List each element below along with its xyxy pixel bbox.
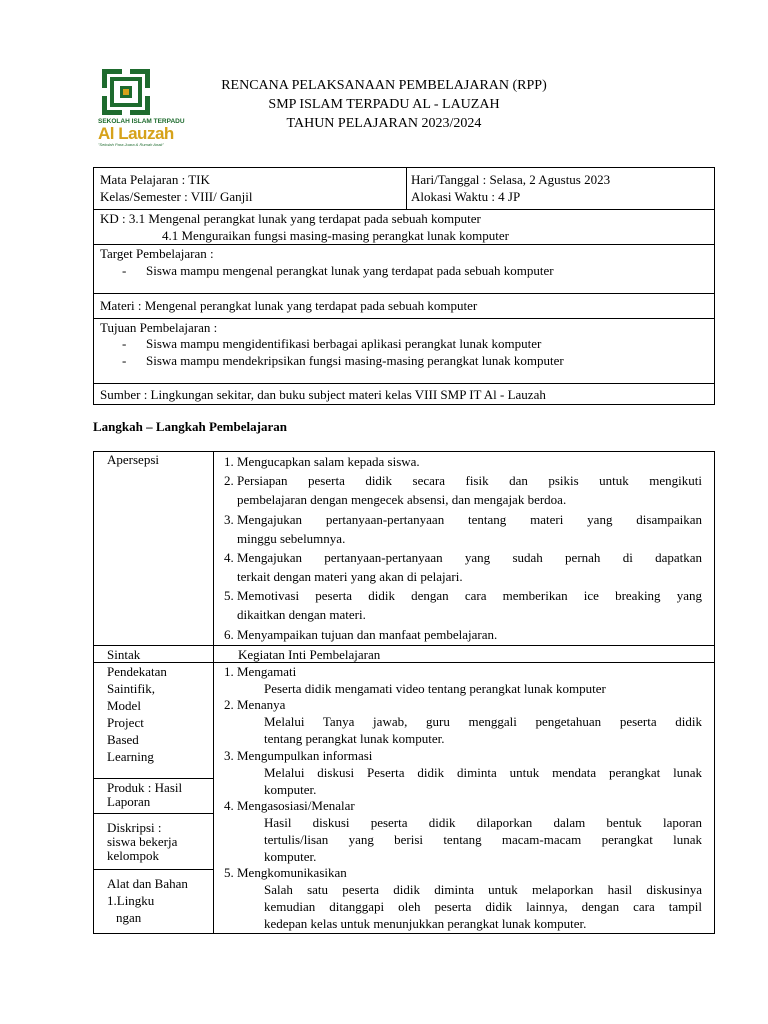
kd-line-2: 4.1 Menguraikan fungsi masing-masing perangkat lunak komputer [162,228,509,243]
kegiatan-step-4: 4. Mengasosiasi/Menalar [224,798,355,813]
apersepsi-item-3a: Mengajukan pertanyaan-pertanyaan tentang materi yang disampaikan [237,512,702,527]
alat-line: ngan [116,910,142,925]
academic-year: TAHUN PELAJARAN 2023/2024 [286,116,482,131]
doc-title: RENCANA PELAKSANAAN PEMBELAJARAN (RPP) [221,78,547,93]
apersepsi-item-4b: terkait dengan materi yang akan di pelajari. [237,569,463,584]
step-number: 4. [224,550,234,565]
kegiatan-desc-4c: komputer. [264,849,317,864]
kegiatan-desc-5c: kedepan kelas untuk menunjukkan perangkat lunak komputer. [264,916,587,931]
target-label: Target Pembelajaran : [100,246,214,261]
apersepsi-item-5a: Memotivasi peserta didik dengan cara memberikan ice breaking yang [237,588,702,603]
bullet-dash: - [122,336,127,351]
section-title: Langkah – Langkah Pembelajaran [93,419,287,434]
kegiatan-step-1: 1. Mengamati [224,664,297,679]
apersepsi-item-6: Menyampaikan tujuan dan manfaat pembelajaran. [237,627,498,642]
diskripsi-line: siswa bekerja [107,834,178,849]
kegiatan-desc-4a: Hasil diskusi peserta didik dilaporkan dalam bentuk laporan [264,815,702,830]
sintak-label: Sintak [107,647,141,662]
tujuan-item-2: Siswa mampu mendekripsikan fungsi masing-masing perangkat lunak komputer [146,353,564,368]
logo-tagline: "Sekolah Para Juara & Rumah Anak" [98,142,164,147]
kegiatan-inti-label: Kegiatan Inti Pembelajaran [238,647,381,662]
hari-tanggal: Hari/Tanggal : Selasa, 2 Agustus 2023 [411,172,611,187]
apersepsi-item-2b: pembelajaran dengan mengecek absensi, dan mengajak berdoa. [237,492,567,507]
alat-line: 1.Lingku [107,893,155,908]
pendekatan-line: Saintifik, [107,681,156,696]
step-number: 1. [224,454,234,469]
step-number: 6. [224,627,234,642]
kd-line-1: KD : 3.1 Mengenal perangkat lunak yang terdapat pada sebuah komputer [100,211,481,226]
bullet-dash: - [122,353,127,368]
apersepsi-item-3b: minggu sebelumnya. [237,531,346,546]
kegiatan-desc-2a: Melalui Tanya jawab, guru menggali pengetahuan peserta didik [264,714,702,729]
pendekatan-line: Learning [107,749,154,764]
kegiatan-desc-2b: tentang perangkat lunak komputer. [264,731,445,746]
kegiatan-desc-3a: Melalui diskusi Peserta didik diminta untuk mendata perangkat lunak [264,765,702,780]
kegiatan-step-2: 2. Menanya [224,697,286,712]
step-number: 5. [224,588,234,603]
step-number: 3. [224,512,234,527]
apersepsi-item-4a: Mengajukan pertanyaan-pertanyaan yang sudah pernah di dapatkan [237,550,702,565]
kegiatan-desc-5a: Salah satu peserta didik diminta untuk melaporkan hasil diskusinya [264,882,702,897]
sumber: Sumber : Lingkungan sekitar, dan buku subject materi kelas VIII SMP IT Al - Lauzah [100,387,546,402]
apersepsi-item-1: Mengucapkan salam kepada siswa. [237,454,420,469]
kegiatan-desc-4b: tertulis/lisan yang berisi tentang macam-macam perangkat lunak [264,832,702,847]
kegiatan-desc-1: Peserta didik mengamati video tentang perangkat lunak komputer [264,681,606,696]
alat-line: Alat dan Bahan [107,876,188,891]
pendekatan-line: Pendekatan [107,664,167,679]
pendekatan-line: Model [107,698,141,713]
school-name: SMP ISLAM TERPADU AL - LAUZAH [268,97,500,112]
logo-school-type: SEKOLAH ISLAM TERPADU [98,118,185,125]
bullet-dash: - [122,263,127,278]
pendekatan-line: Based [107,732,139,747]
pendekatan-line: Project [107,715,144,730]
tujuan-label: Tujuan Pembelajaran : [100,320,218,335]
step-number: 2. [224,473,234,488]
target-item: Siswa mampu mengenal perangkat lunak yang terdapat pada sebuah komputer [146,263,554,278]
produk-line: Laporan [107,794,151,809]
kegiatan-step-5: 5. Mengkomunikasikan [224,865,347,880]
apersepsi-label: Apersepsi [107,452,159,467]
diskripsi-line: Diskripsi : [107,820,162,835]
alokasi-waktu: Alokasi Waktu : 4 JP [411,189,521,204]
logo-school-name: Al Lauzah [98,124,174,143]
diskripsi-line: kelompok [107,848,159,863]
kegiatan-desc-3b: komputer. [264,782,317,797]
kegiatan-desc-5b: kemudian ditanggapi oleh peserta didik lainnya, dengan cara tampil [264,899,702,914]
kelas-semester: Kelas/Semester : VIII/ Ganjil [100,189,253,204]
tujuan-item-1: Siswa mampu mengidentifikasi berbagai aplikasi perangkat lunak komputer [146,336,542,351]
apersepsi-item-2a: Persiapan peserta didik secara fisik dan psikis untuk mengikuti [237,473,702,488]
materi: Materi : Mengenal perangkat lunak yang terdapat pada sebuah komputer [100,298,478,313]
kegiatan-step-3: 3. Mengumpulkan informasi [224,748,373,763]
apersepsi-item-5b: dikaitkan dengan materi. [237,607,366,622]
mata-pelajaran: Mata Pelajaran : TIK [100,172,210,187]
produk-line: Produk : Hasil [107,780,183,795]
